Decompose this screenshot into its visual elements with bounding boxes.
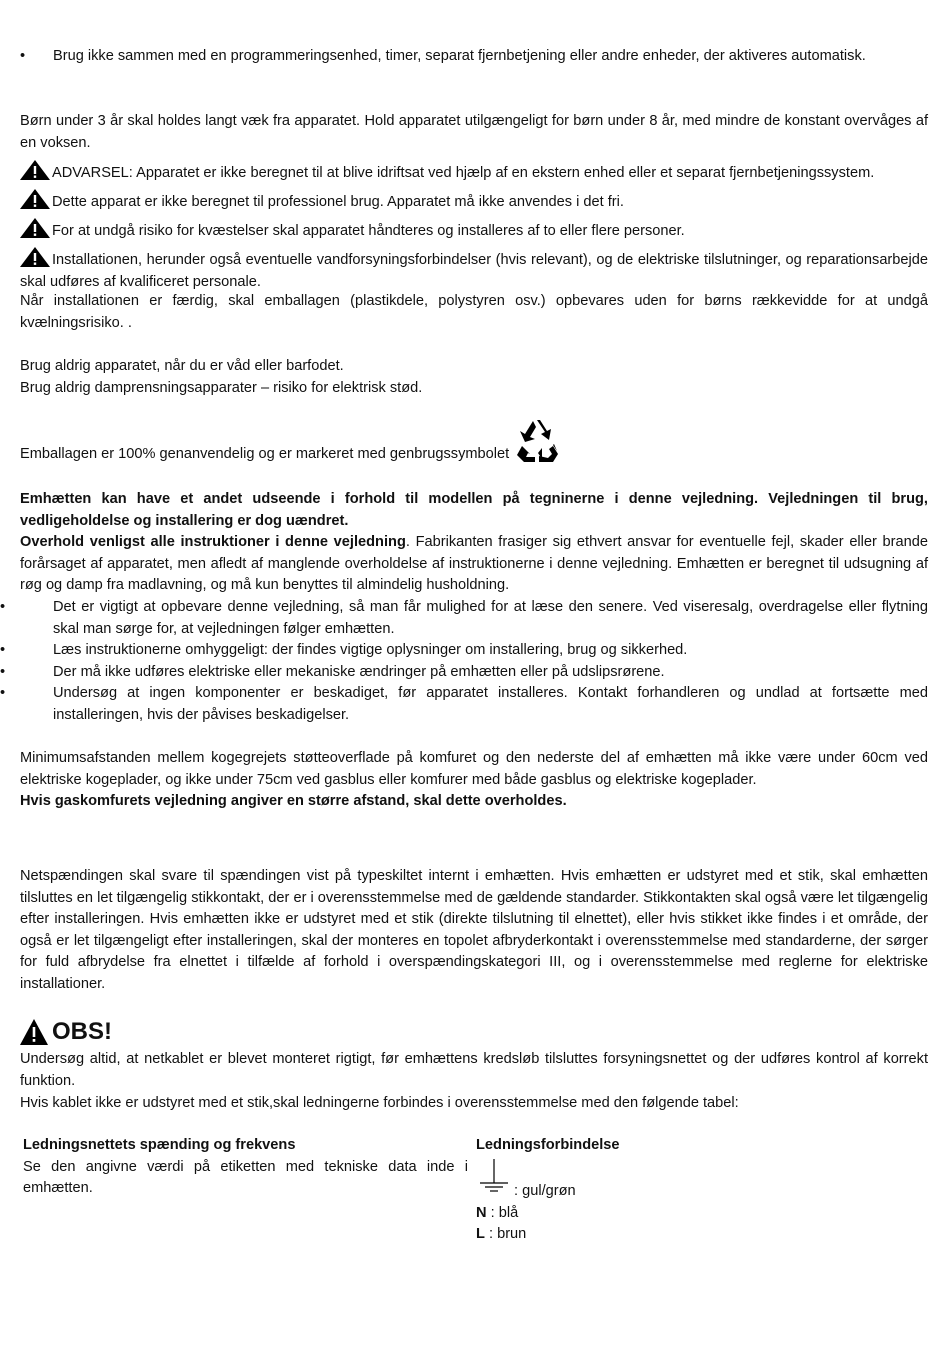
- warning-text: Installationen, herunder også eventuelle vandforsyningsforbindelser (hvis relevant), og de elektriske tilslutninger, og reparationsarbejde skal udføres af kvalificeret personale.: [20, 252, 928, 290]
- recycle-icon: [513, 418, 561, 464]
- obs-text-1: Undersøg altid, at netkablet er blevet monteret rigtigt, før emhættens kredsløb tilsluttes forsyningsnettet og der udføres kontrol af korrekt funktion.: [20, 1051, 928, 1089]
- warning-text: ADVARSEL: Apparatet er ikke beregnet til at blive idriftsat ved hjælp af en ekstern enhed eller et separat fjernbetjeningssystem.: [52, 165, 875, 181]
- list-item-text: Læs instruktionerne omhyggeligt: der findes vigtige oplysninger om installering, brug og sikkerhed.: [53, 642, 688, 659]
- ground-symbol-icon: [476, 1157, 514, 1197]
- table-header-voltage: Ledningsnettets spænding og frekvens: [23, 1137, 296, 1153]
- obs-title: OBS!: [52, 1018, 112, 1045]
- list-item-text: Der må ikke udføres elektriske eller mekaniske ændringer på emhætten eller på udslipsrørene.: [53, 663, 665, 680]
- live-row: [476, 1224, 776, 1246]
- gas-distance-note: Hvis gaskomfurets vejledning angiver en større afstand, skal dette overholdes.: [20, 793, 567, 809]
- warning-icon: [20, 160, 50, 180]
- packaging-risk-text: Når installationen er færdig, skal emballagen (plastikdele, polystyren osv.) opbevares uden for børns rækkevidde for at undgå kvælningsrisiko. .: [20, 293, 928, 331]
- bullet-symbol: •: [0, 599, 6, 615]
- warning-icon: [20, 1019, 48, 1045]
- bullet-symbol: •: [20, 48, 26, 64]
- warning-line-2: [20, 189, 928, 214]
- obs-text-2: Hvis kablet ikke er udstyret med et stik,skal ledningerne forbindes i overensstemmelse med den følgende tabel:: [20, 1095, 739, 1111]
- min-distance-text: Minimumsafstanden mellem kogegrejets støtteoverflade på komfuret og den nederste del af emhætten må ikke være under 60cm ved elektriske kogeplader, og ikke under 75cm ved gasblus eller komfurer med både gasblus og elektriske kogeplader.: [20, 750, 928, 788]
- dot-bullet-list: [0, 597, 928, 727]
- appearance-note: Emhætten kan have et andet udseende i forhold til modellen på tegninerne i denne vejledning. Vejledningen til brug, vedligeholdelse og installering er dog uændret.: [20, 491, 928, 529]
- observe-rest: . Fabrikanten frasiger sig ethvert ansvar for eventuelle fejl, skader eller brande forårsaget af apparatet, men afledt af manglende overholdelse af instruktionerne i denne vejledning. Emhætten er beregnet til udsugning af røg og damp fra madlavning, og må kun benyttes til almindelig husholdning.: [20, 534, 928, 594]
- warning-text: Dette apparat er ikke beregnet til professionel brug. Apparatet må ikke anvendes i det fri.: [52, 194, 624, 210]
- bullet-text: Brug ikke sammen med en programmeringsenhed, timer, separat fjernbetjening eller andre enheder, der aktiveres automatisk.: [53, 48, 866, 64]
- observe-paragraph: [20, 532, 928, 597]
- table-cell-voltage: Se den angivne værdi på etiketten med tekniske data inde i emhætten.: [23, 1158, 468, 1197]
- voltage-text: Netspændingen skal svare til spændingen vist på typeskiltet internt i emhætten. Hvis emhætten er udstyret med et stik, skal emhætten tilsluttes en let tilgængelig stikkontakt, der er i overensstemmelse med de gældende standarder. Stikkontakten skal også være let tilgængelig efter installeringen. Hvis emhætten ikke er udstyret med et stik (direkte tilslutning til elnettet), eller hvis stikket ikke findes i et område, der også er let tilgængeligt efter installeringen, skal der monteres en topolet afbryderkontakt i overensstemmelse med standarderne, der sørger for fuld afbrydelse fra elnettet i tilfælde af forhold i overspændingskategori III, og i overensstemmelse med reglerne for elektriske installationer.: [20, 868, 928, 992]
- list-item: [0, 640, 928, 662]
- list-item: [0, 662, 928, 684]
- observe-bold: Overhold venligst alle instruktioner i denne vejledning: [20, 534, 406, 550]
- obs-heading: [20, 1017, 928, 1047]
- neutral-letter: N: [476, 1204, 487, 1221]
- warning-text: For at undgå risiko for kvæstelser skal apparatet håndteres og installeres af to eller flere personer.: [52, 223, 685, 239]
- bullet-item: [20, 46, 950, 68]
- recycle-line: [20, 418, 928, 466]
- recycle-text: Emballagen er 100% genanvendelig og er markeret med genbrugssymbolet: [20, 446, 510, 462]
- ground-label: : gul/grøn: [514, 1182, 576, 1199]
- warning-line-1: [20, 160, 928, 185]
- warning-icon: [20, 247, 50, 267]
- list-item: [0, 683, 928, 726]
- children-warning-text: Børn under 3 år skal holdes langt væk fra apparatet. Hold apparatet utilgængeligt for børn under 8 år, med mindre de konstant overvåges af en voksen.: [20, 113, 928, 151]
- bullet-symbol: •: [0, 685, 6, 702]
- table-col-connection: [476, 1135, 776, 1246]
- warning-line-4: [20, 247, 928, 293]
- bullet-symbol: •: [0, 642, 6, 659]
- bullet-symbol: •: [0, 663, 6, 680]
- table-header-connection: Ledningsforbindelse: [476, 1137, 620, 1153]
- neutral-row: [476, 1203, 776, 1225]
- table-col-voltage: [23, 1135, 468, 1200]
- live-letter: L: [476, 1226, 485, 1243]
- neutral-label: : blå: [486, 1204, 519, 1221]
- list-item-text: Det er vigtigt at opbevare denne vejledning, så man får mulighed for at læse den senere. Ved viseresalg, overdragelse eller flytning skal man sørge for, at vejledningen følger emhætten.: [53, 599, 928, 637]
- warning-icon: [20, 189, 50, 209]
- ground-row: [476, 1157, 776, 1203]
- list-item-text: Undersøg at ingen komponenter er beskadiget, før apparatet installeres. Kontakt forhandleren og undlad at fortsætte med installeringen, hvis der påvises beskadigelser.: [53, 685, 928, 723]
- warning-icon: [20, 218, 50, 238]
- never-steam-text: Brug aldrig damprensningsapparater – risiko for elektrisk stød.: [20, 380, 423, 396]
- live-label: : brun: [484, 1226, 527, 1243]
- warning-line-3: [20, 218, 928, 243]
- never-wet-text: Brug aldrig apparatet, når du er våd eller barfodet.: [20, 358, 344, 374]
- list-item: [0, 597, 928, 640]
